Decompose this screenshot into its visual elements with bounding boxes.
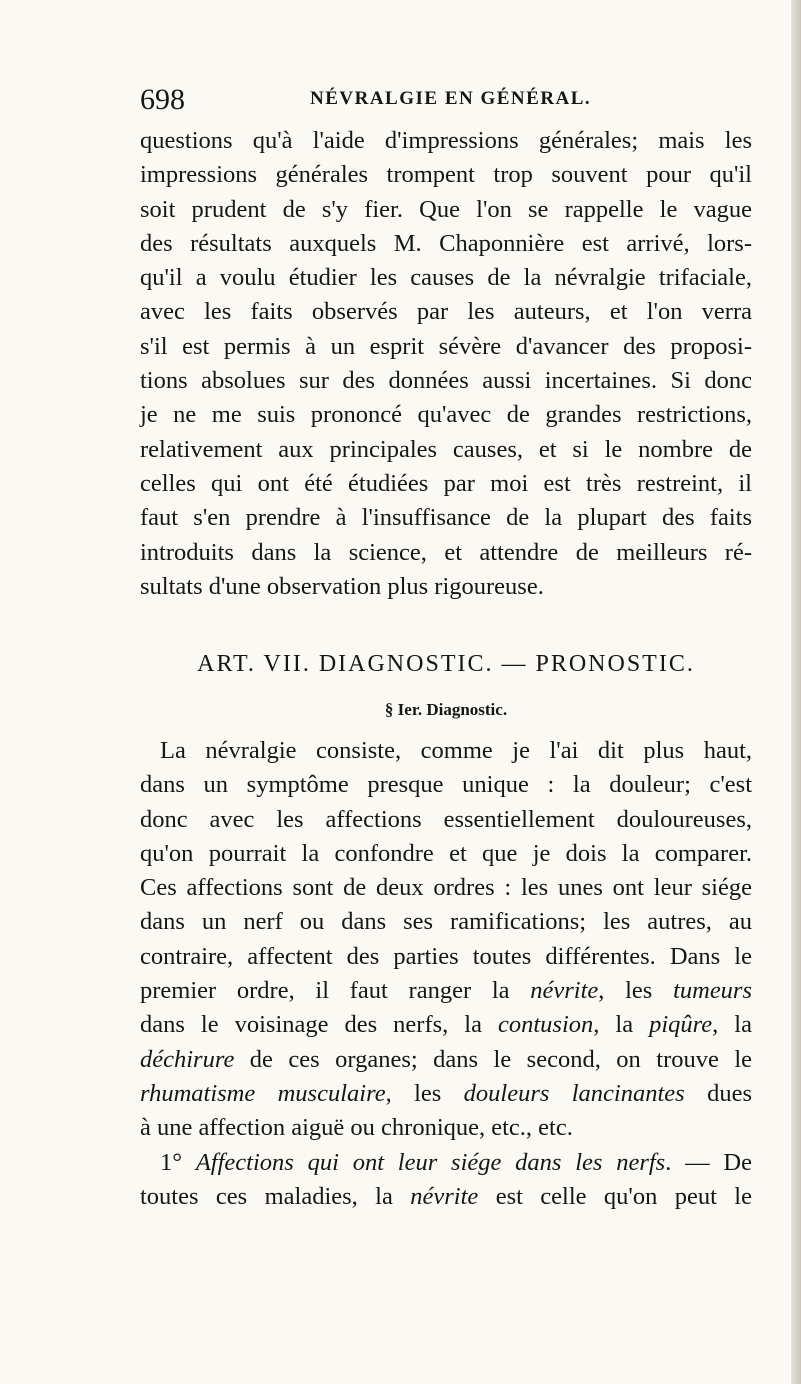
text-run: 1° (160, 1148, 196, 1176)
text-run: dues (684, 1079, 752, 1107)
text-line: questions qu'à l'aide d'impressions générales; mais les (140, 127, 752, 154)
page-header (140, 82, 610, 118)
italic-term: rhumatisme musculaire (140, 1079, 386, 1107)
text-line: qu'on pourrait la confondre et que je dois la comparer. (140, 839, 752, 867)
text-run: dans le voisinage des nerfs, la (140, 1011, 498, 1039)
text-run: . — De (665, 1148, 752, 1176)
text-line: impressions générales trompent trop souvent pour qu'il (140, 161, 752, 189)
text-run: est celle qu'on peut le (478, 1182, 752, 1210)
text-line: donc avec les affections essentiellement douloureuses, (140, 805, 752, 833)
text-line: sultats d'une observation plus rigoureuse. (140, 572, 544, 600)
text-line: celles qui ont été étudiées par moi est très restreint, il (140, 469, 752, 497)
text-line (140, 974, 752, 1008)
italic-term: piqûre (649, 1011, 713, 1039)
text-line (140, 1077, 752, 1111)
text-line: avec les faits observés par les auteurs, et l'on verra (140, 298, 752, 326)
text-run: de ces organes; dans le second, on trouve le (234, 1045, 752, 1073)
text-line: dans un nerf ou dans ses ramifications; les autres, au (140, 908, 752, 936)
text-line: Ces affections sont de deux ordres : les unes ont leur siége (140, 874, 752, 902)
italic-term: tumeurs (673, 977, 753, 1005)
italic-term: contusion (498, 1011, 594, 1039)
text-line: tions absolues sur des données aussi incertaines. Si donc (140, 367, 752, 395)
paragraph-2 (140, 734, 752, 1214)
italic-term: douleurs lancinantes (463, 1079, 685, 1107)
text-run: premier ordre, il faut ranger la (140, 977, 531, 1005)
text-line: à une affection aiguë ou chronique, etc., etc. (140, 1114, 573, 1142)
text-line (140, 1008, 752, 1042)
text-line: dans un symptôme presque unique : la douleur; c'est (140, 771, 752, 799)
page-edge (791, 0, 801, 1384)
text-run: , la (593, 1011, 650, 1039)
text-line: s'il est permis à un esprit sévère d'avancer des proposi- (140, 332, 752, 360)
text-line: qu'il a voulu étudier les causes de la névralgie trifaciale, (140, 264, 752, 292)
running-title: NÉVRALGIE EN GÉNÉRAL. (310, 88, 592, 109)
italic-term: Affections qui ont leur siége dans les nerfs (195, 1148, 666, 1176)
text-run: , la (712, 1011, 752, 1039)
text-run: toutes ces maladies, la (140, 1182, 411, 1210)
paragraph-1 (140, 124, 752, 604)
text-line: La névralgie consiste, comme je l'ai dit plus haut, (160, 737, 752, 764)
text-run: , les (598, 977, 674, 1005)
italic-term: déchirure (140, 1045, 235, 1073)
text-line: faut s'en prendre à l'insuffisance de la plupart des faits (140, 504, 752, 532)
text-line (140, 1180, 752, 1214)
text-line: relativement aux principales causes, et si le nombre de (140, 435, 752, 463)
text-line: soit prudent de s'y fier. Que l'on se rappelle le vague (140, 195, 752, 223)
text-run: , les (385, 1079, 464, 1107)
page-number: 698 (140, 83, 185, 116)
text-line (140, 1043, 752, 1077)
text-line: contraire, affectent des parties toutes différentes. Dans le (140, 942, 752, 970)
text-line: des résultats auxquels M. Chaponnière est arrivé, lors- (140, 229, 752, 257)
text-line: introduits dans la science, et attendre de meilleurs ré- (140, 538, 752, 566)
section-heading: § Ier. Diagnostic. (384, 700, 508, 719)
italic-term: névrite (530, 977, 599, 1005)
text-line (140, 1146, 752, 1180)
text-line: je ne me suis prononcé qu'avec de grandes restrictions, (140, 401, 752, 429)
italic-term: névrite (410, 1182, 479, 1210)
article-heading: ART. VII. DIAGNOSTIC. — PRONOSTIC. (197, 651, 695, 677)
